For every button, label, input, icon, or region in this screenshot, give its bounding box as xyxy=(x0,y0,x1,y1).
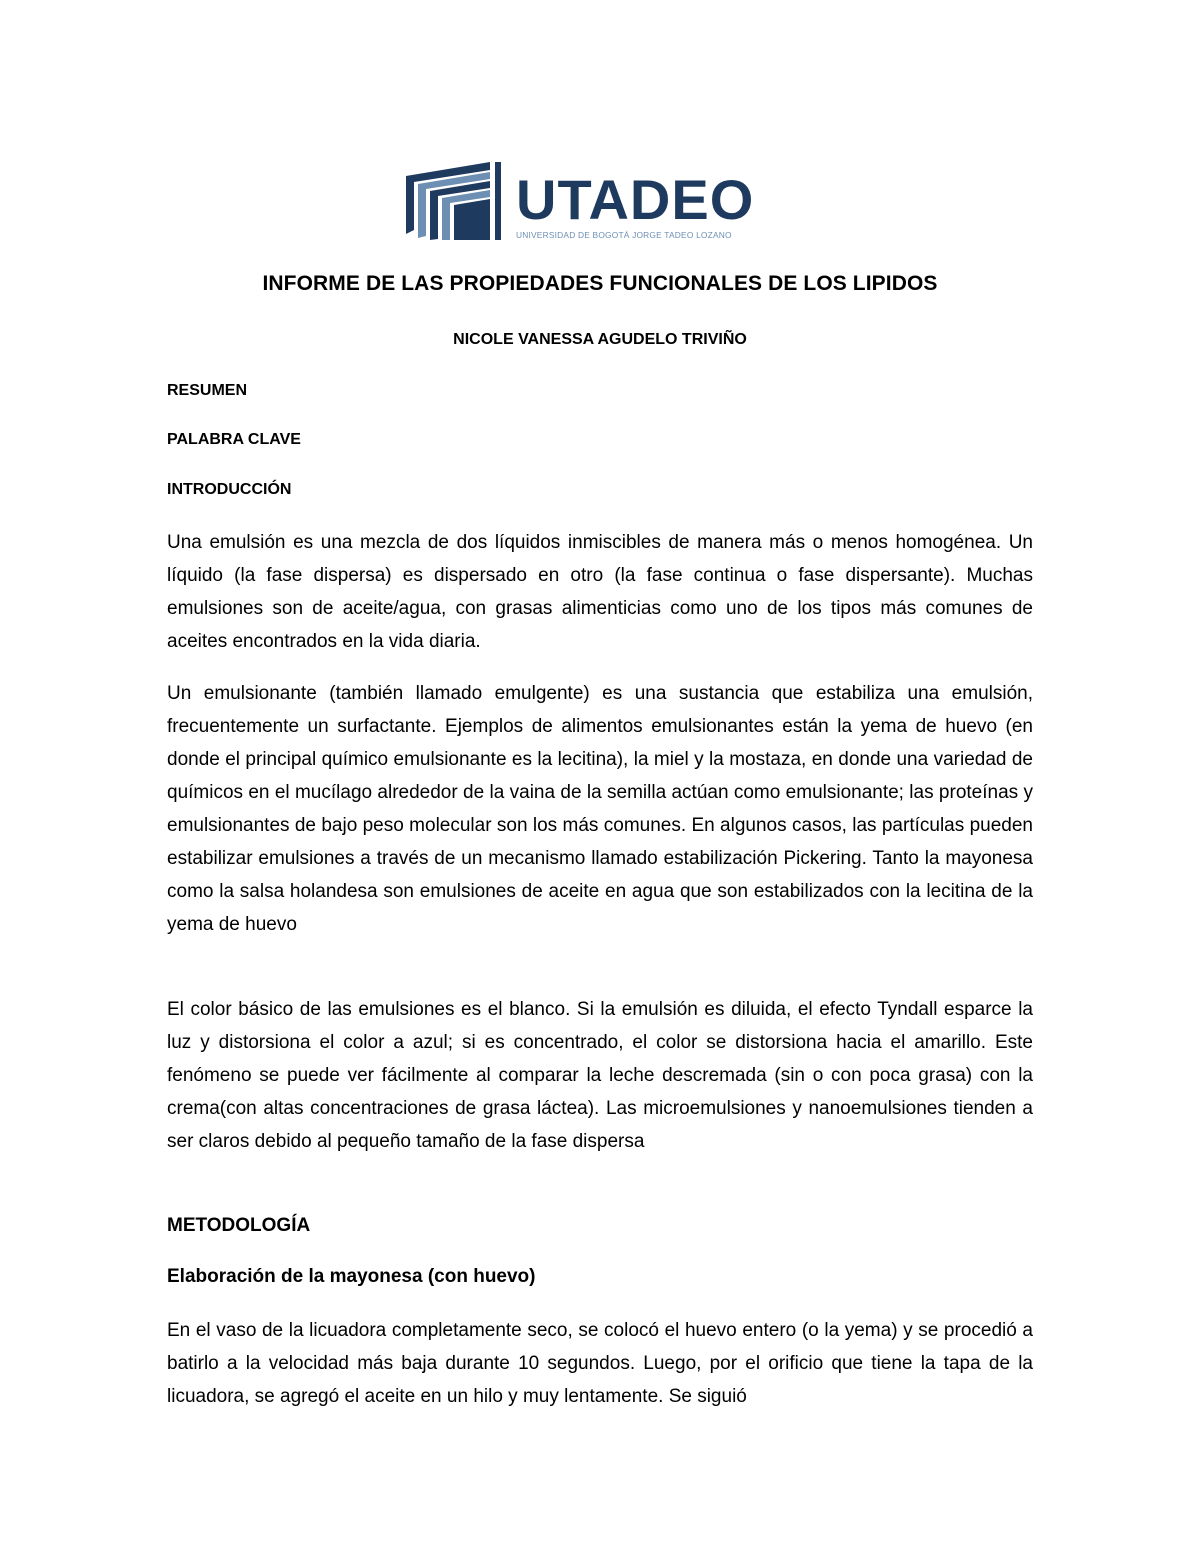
document-author: NICOLE VANESSA AGUDELO TRIVIÑO xyxy=(453,331,747,348)
document-title: INFORME DE LAS PROPIEDADES FUNCIONALES DE LOS LIPIDOS xyxy=(262,272,938,295)
logo-subtitle: UNIVERSIDAD DE BOGOTÁ JORGE TADEO LOZANO xyxy=(516,230,732,240)
subsection-mayonesa: Elaboración de la mayonesa (con huevo) xyxy=(167,1266,536,1287)
paragraph-intro-3: El color básico de las emulsiones es el blanco. Si la emulsión es diluida, el efecto Tyndall esparce la luz y distorsiona el color a azul; si es concentrado, el color se distorsiona hacia el amarillo. Este fenómeno se puede ver fácilmente al comparar la leche descremada (sin o con poca grasa) con la crema(con altas concentraciones de grasa láctea). Las microemulsiones y nanoemulsiones tienden a ser claros debido al pequeño tamaño de la fase dispersa xyxy=(167,999,1033,1152)
section-introduccion: INTRODUCCIÓN xyxy=(167,481,292,498)
paragraph-metodologia: En el vaso de la licuadora completamente seco, se colocó el huevo entero (o la yema) y se procedió a batirlo a la velocidad más baja durante 10 segundos. Luego, por el orificio que tiene la tapa de la licuadora, se agregó el aceite en un hilo y muy lentamente. Se siguió xyxy=(167,1320,1033,1407)
section-palabra-clave: PALABRA CLAVE xyxy=(167,431,301,448)
section-metodologia: METODOLOGÍA xyxy=(167,1215,311,1236)
utadeo-logo-mark xyxy=(404,160,788,242)
logo-wordmark: UTADEO xyxy=(516,168,755,231)
section-resumen: RESUMEN xyxy=(167,382,248,399)
paragraph-intro-1: Una emulsión es una mezcla de dos líquidos inmiscibles de manera más o menos homogénea. Un líquido (la fase dispersa) es dispersado en otro (la fase continua o fase dispersante). Muchas emulsiones son de aceite/agua, con grasas alimenticias como uno de los tipos más comunes de aceites encontrados en la vida diaria. xyxy=(167,532,1033,652)
paragraph-intro-2: Un emulsionante (también llamado emulgente) es una sustancia que estabiliza una emulsión, frecuentemente un surfactante. Ejemplos de alimentos emulsionantes están la yema de huevo (en donde el principal químico emulsionante es la lecitina), la miel y la mostaza, en donde una variedad de químicos en el mucílago alrededor de la vaina de la semilla actúan como emulsionante; las proteínas y emulsionantes de bajo peso molecular son los más comunes. En algunos casos, las partículas pueden estabilizar emulsiones a través de un mecanismo llamado estabilización Pickering. Tanto la mayonesa como la salsa holandesa son emulsiones de aceite en agua que son estabilizados con la lecitina de la yema de huevo xyxy=(167,683,1033,935)
utadeo-logo xyxy=(404,160,788,242)
